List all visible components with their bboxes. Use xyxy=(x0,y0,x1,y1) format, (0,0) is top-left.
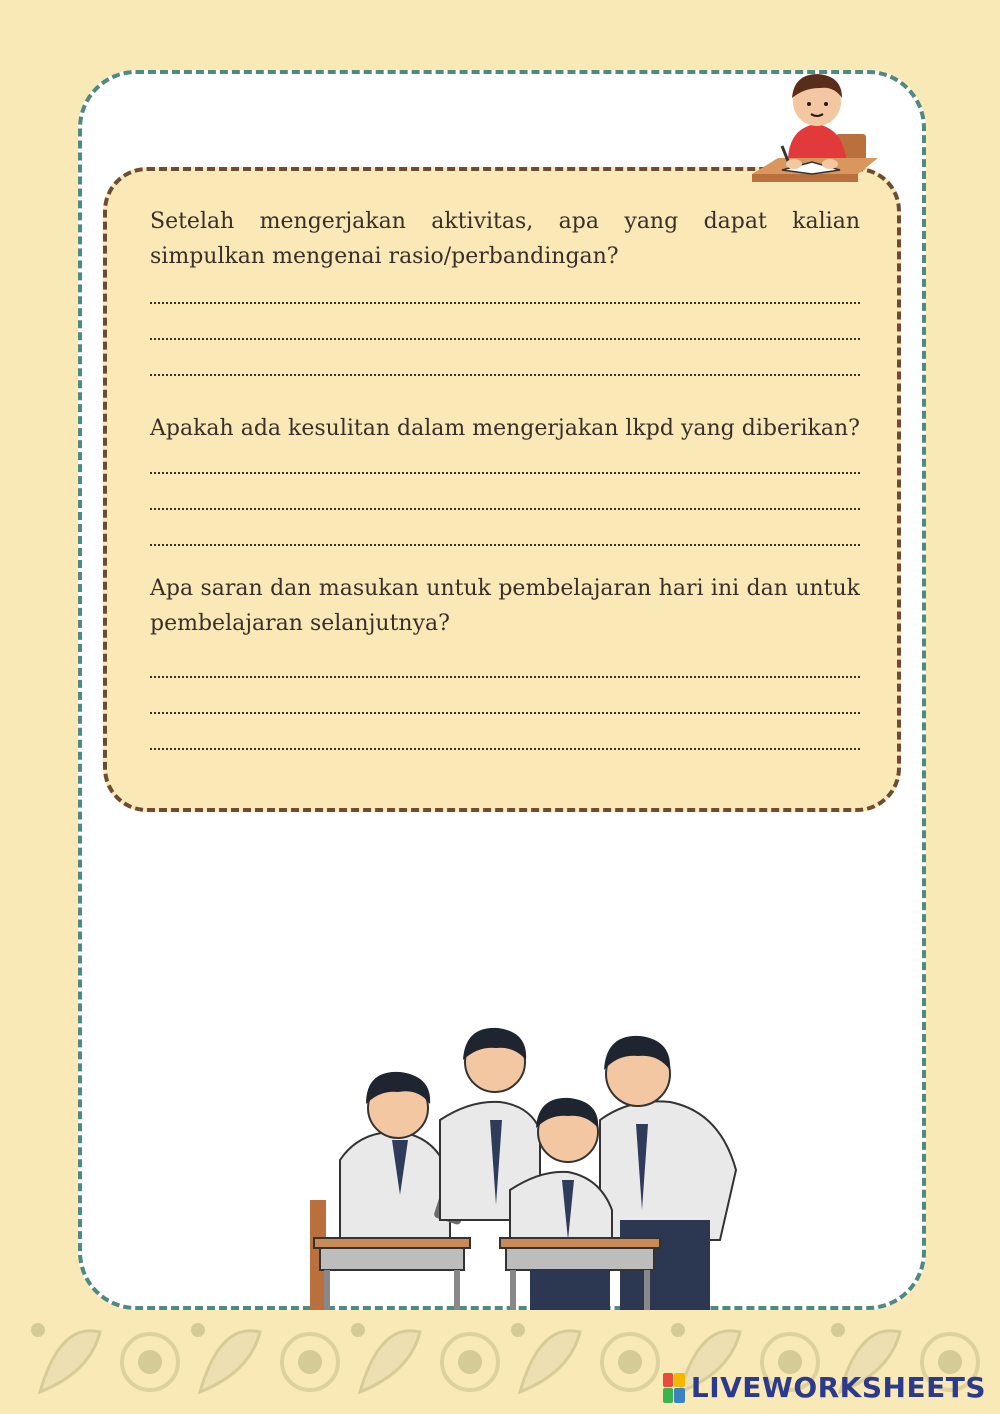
answer-line[interactable] xyxy=(150,676,860,678)
answer-line[interactable] xyxy=(150,712,860,714)
question-2: Apakah ada kesulitan dalam mengerjakan lkpd yang diberikan? xyxy=(150,416,860,441)
brand-name: LIVEWORKSHEETS xyxy=(690,1371,986,1404)
answer-line[interactable] xyxy=(150,508,860,510)
answer-line[interactable] xyxy=(150,338,860,340)
question-3: Apa saran dan masukan untuk pembelajaran hari ini dan untuk pembelajaran selanjutnya? xyxy=(150,576,860,636)
answer-line[interactable] xyxy=(150,374,860,376)
answer-line[interactable] xyxy=(150,302,860,304)
student-writing-illustration xyxy=(738,62,888,192)
liveworksheets-logo[interactable] xyxy=(663,1371,986,1404)
answer-line[interactable] xyxy=(150,472,860,474)
students-group-illustration xyxy=(300,1020,750,1310)
answer-line[interactable] xyxy=(150,544,860,546)
answer-line[interactable] xyxy=(150,748,860,750)
liveworksheets-logo-icon xyxy=(663,1373,685,1403)
question-1: Setelah mengerjakan aktivitas, apa yang dapat kalian simpulkan mengenai rasio/perbandingan? xyxy=(150,209,860,269)
